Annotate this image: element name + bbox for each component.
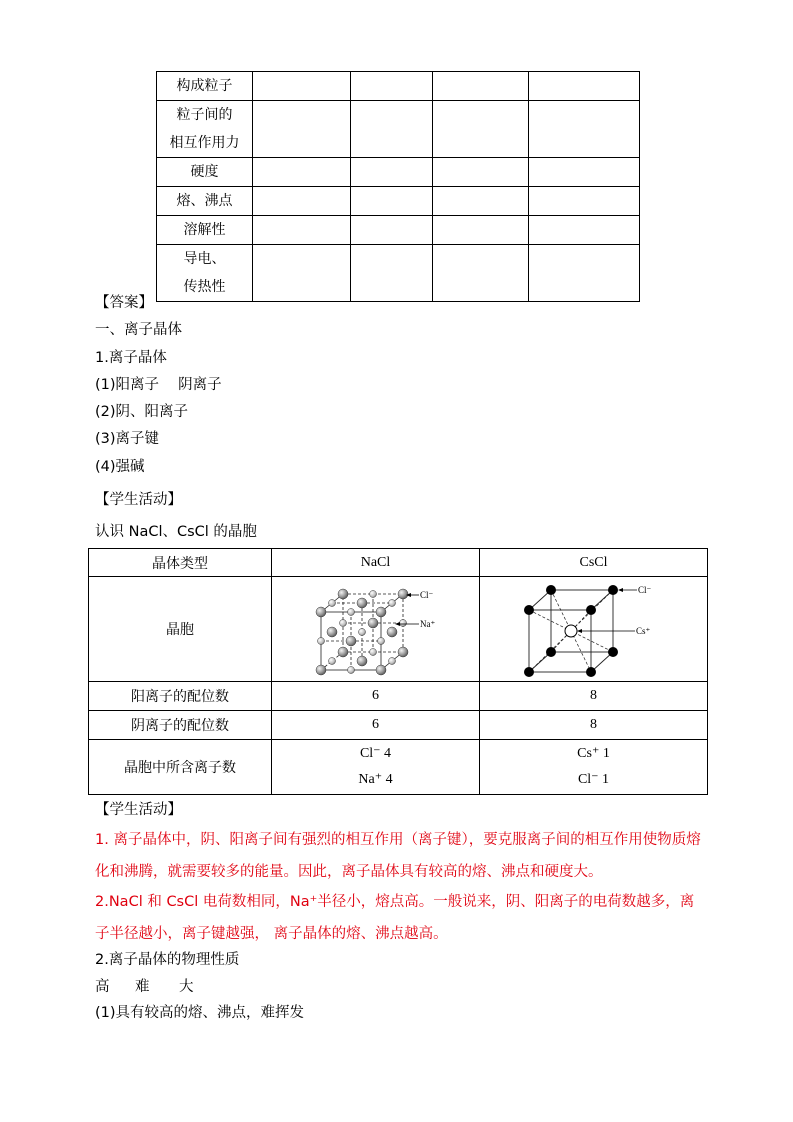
table-row [157,72,640,101]
blank-cell [433,245,529,302]
row-label: 构成粒子 [157,72,253,101]
table-row [89,711,708,740]
header-cell: NaCl [272,549,480,577]
item2-word: 大 [179,979,194,995]
activity-header: 【学生活动】 [95,492,182,508]
crystal-cell-table [88,548,708,795]
table-row [157,158,640,187]
value-cell: 8 [480,711,708,740]
activity-intro: 认识 NaCl、CsCl 的晶胞 [95,524,257,540]
table-row [89,740,708,795]
table-row [157,245,640,302]
blank-cell [433,187,529,216]
item1-line: (3)离子键 [95,431,160,447]
cscl-anion-label: Cl⁻ [637,585,651,595]
row-label: 硬度 [157,158,253,187]
blank-cell [529,245,640,302]
table-row [157,187,640,216]
row-label: 阴离子的配位数 [89,711,272,740]
blank-cell [253,72,351,101]
blank-cell [253,187,351,216]
item2-title: 2.离子晶体的物理性质 [95,952,240,968]
row-label: 溶解性 [157,216,253,245]
blank-cell [351,187,433,216]
cscl-cation-label: Cs⁺ [635,626,650,636]
item1-line: (2)阴、阳离子 [95,404,189,420]
activity-header: 【学生活动】 [95,802,182,818]
blank-cell [433,216,529,245]
row-label: 熔、沸点 [157,187,253,216]
blank-cell [433,72,529,101]
cscl-cell-image [480,577,708,682]
cscl-lattice-diagram [519,582,669,678]
blank-cell [529,158,640,187]
row-label: 粒子间的 相互作用力 [157,101,253,158]
item1-line: (4)强碱 [95,459,145,475]
table-row [89,682,708,711]
item2-first: (1)具有较高的熔、沸点，难挥发 [95,1005,305,1021]
table-row [157,101,640,158]
nacl-lattice-diagram [301,582,451,678]
blank-cell [529,101,640,158]
table-row [89,577,708,682]
blank-cell [529,187,640,216]
item1-line: (1)阳离子 阴离子 [95,377,222,393]
blank-cell [529,216,640,245]
item2-word: 难 [135,979,150,995]
blank-cell [351,245,433,302]
value-cell: 6 [272,711,480,740]
blank-cell [253,101,351,158]
nacl-cation-label: Na⁺ [419,619,435,629]
blank-cell [253,158,351,187]
row-label: 晶胞 [89,577,272,682]
value-cell: Cl⁻ 4 Na⁺ 4 [272,740,480,795]
row-label: 导电、 传热性 [157,245,253,302]
table-header-row [89,549,708,577]
blank-cell [253,216,351,245]
item1-title: 1.离子晶体 [95,350,167,366]
blank-cell [253,245,351,302]
header-cell: 晶体类型 [89,549,272,577]
blank-cell [529,72,640,101]
answer-header: 【答案】 [95,295,153,311]
nacl-cell-image [272,577,480,682]
blank-cell [433,101,529,158]
nacl-anion-label: Cl⁻ [419,590,433,600]
row-label: 晶胞中所含离子数 [89,740,272,795]
blank-cell [433,158,529,187]
value-cell: 6 [272,682,480,711]
item2-word: 高 [95,979,110,995]
header-cell: CsCl [480,549,708,577]
blank-cell [351,72,433,101]
paragraph-1: 1. 离子晶体中，阴、阳离子间有强烈的相互作用（离子键），要克服离子间的相互作用使物质熔化和沸腾，就需要较多的能量。因此，离子晶体具有较高的熔、沸点和硬度大。 [95,832,701,880]
properties-table [156,71,640,302]
blank-cell [351,216,433,245]
blank-cell [351,158,433,187]
value-cell: 8 [480,682,708,711]
table-row [157,216,640,245]
blank-cell [351,101,433,158]
row-label: 阳离子的配位数 [89,682,272,711]
value-cell: Cs⁺ 1 Cl⁻ 1 [480,740,708,795]
section-title: 一、离子晶体 [95,322,182,338]
paragraph-2: 2.NaCl 和 CsCl 电荷数相同，Na⁺半径小，熔点高。一般说来，阴、阳离子的电荷数越多，离子半径越小，离子键越强， 离子晶体的熔、沸点越高。 [95,894,695,942]
